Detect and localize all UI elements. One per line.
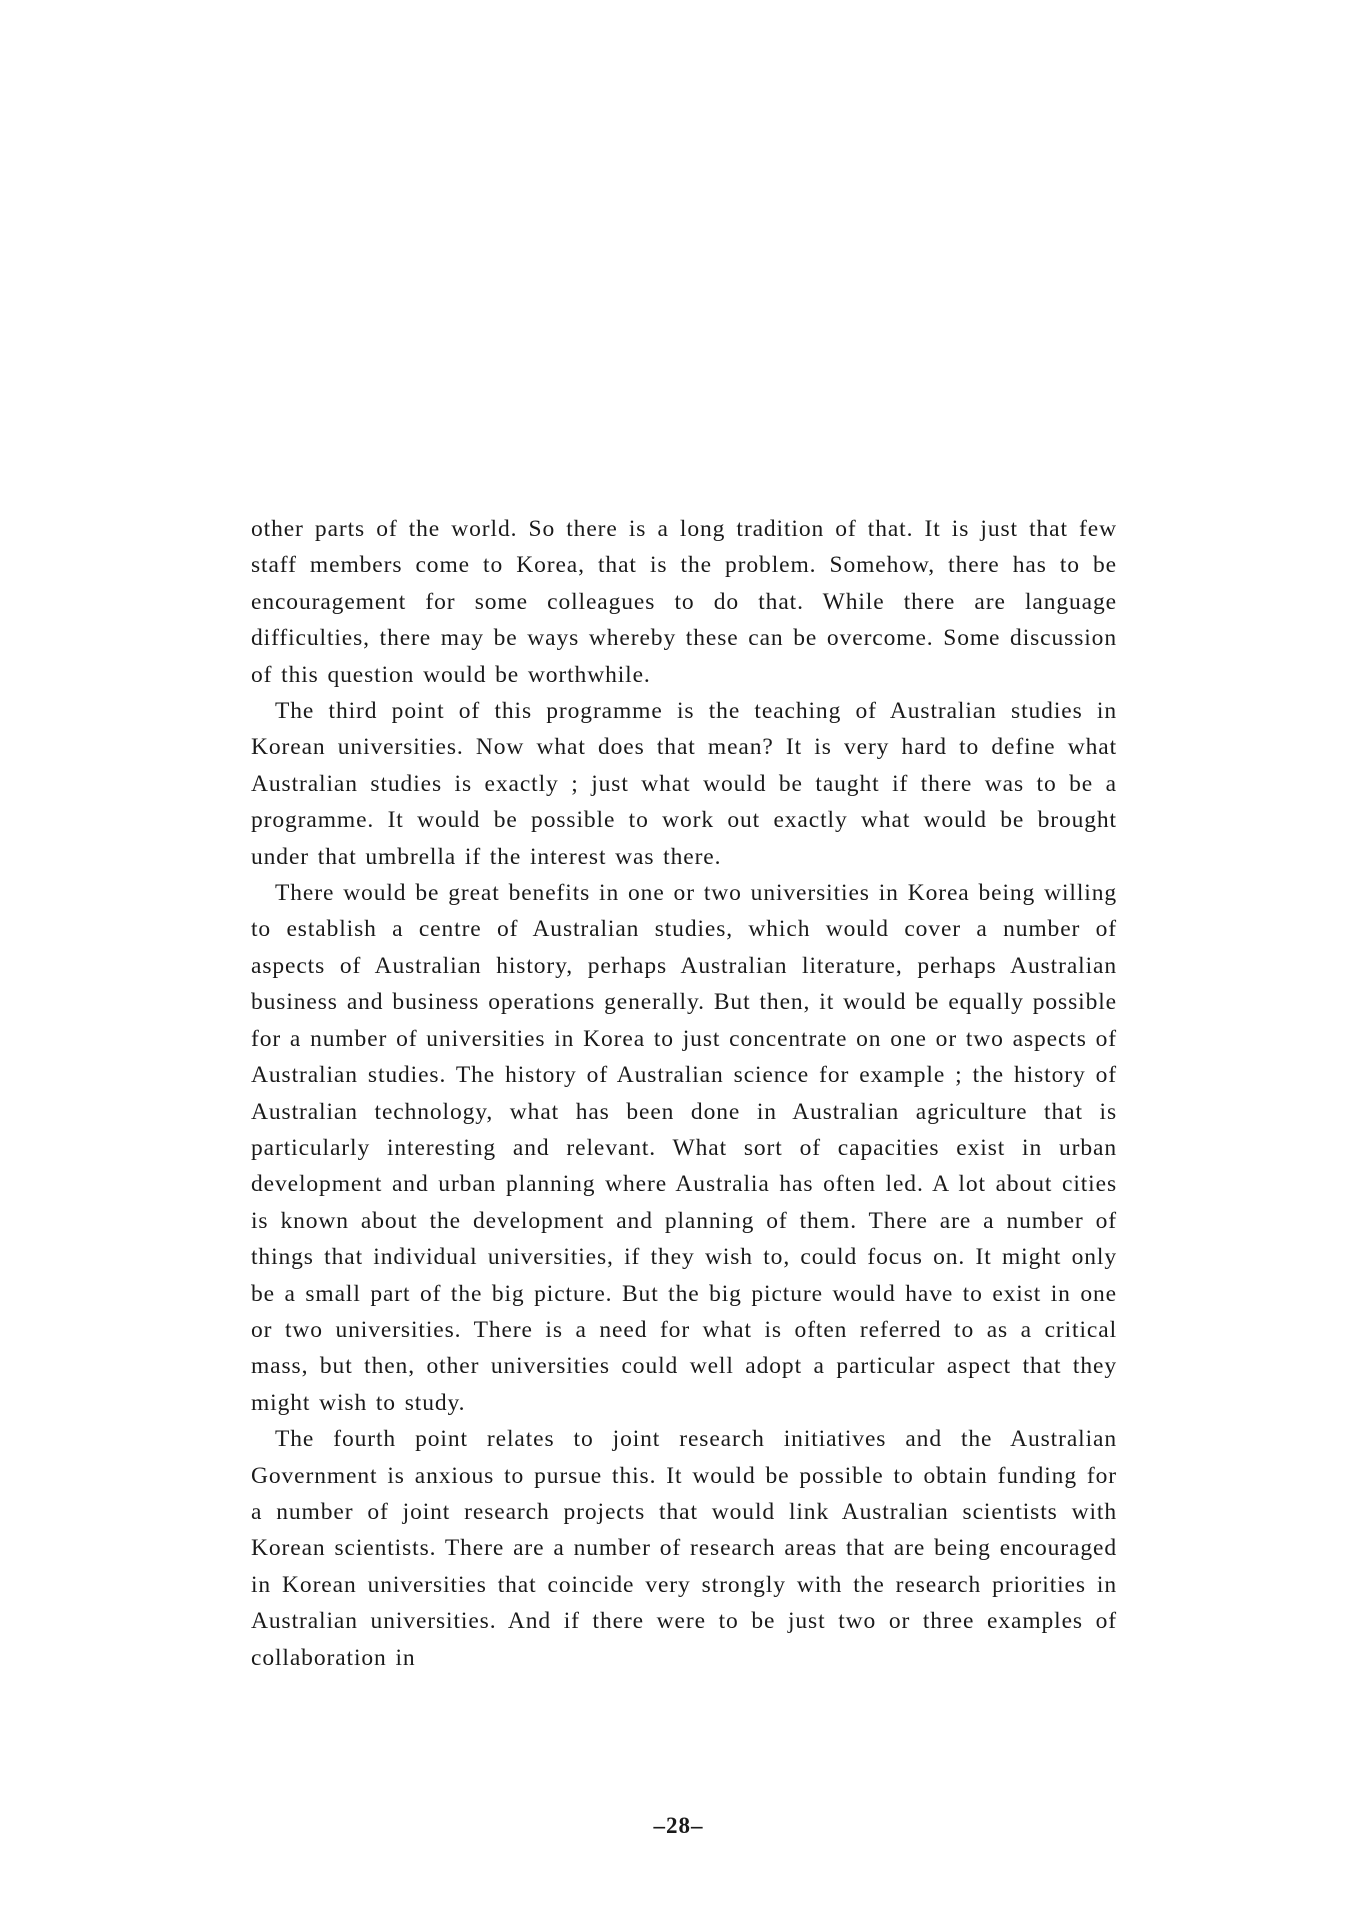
page-number: –28– <box>653 1813 704 1838</box>
body-text <box>251 511 1117 1676</box>
paragraph: The fourth point relates to joint research initiatives and the Australian Government is anxious to pursue this. It would be possible to obtain funding for a number of joint research projects that would link Australian scientists with Korean scientists. There are a number of research areas that are being encouraged in Korean universities that coincide very strongly with the research priorities in Australian universities. And if there were to be just two or three examples of collaboration in <box>251 1426 1117 1671</box>
paragraph: There would be great benefits in one or two universities in Korea being willing to establish a centre of Australian studies, which would cover a number of aspects of Australian history, perhaps Australian literature, perhaps Australian business and business operations generally. But then, it would be equally possible for a number of universities in Korea to just concentrate on one or two aspects of Australian studies. The history of Australian science for example ; the history of Australian technology, what has been done in Australian agriculture that is particularly interesting and relevant. What sort of capacities exist in urban development and urban planning where Australia has often led. A lot about cities is known about the development and planning of them. There are a number of things that individual universities, if they wish to, could focus on. It might only be a small part of the big picture. But the big picture would have to exist in one or two universities. There is a need for what is often referred to as a critical mass, but then, other universities could well adopt a particular aspect that they might wish to study. <box>251 880 1117 1416</box>
paragraph: The third point of this programme is the teaching of Australian studies in Korean universities. Now what does that mean? It is very hard to define what Australian studies is exactly ; just what would be taught if there was to be a programme. It would be possible to work out exactly what would be brought under that umbrella if the interest was there. <box>251 698 1117 870</box>
paragraph: other parts of the world. So there is a long tradition of that. It is just that few staff members come to Korea, that is the problem. Somehow, there has to be encouragement for some colleagues to do that. While there are language difficulties, there may be ways whereby these can be overcome. Some discussion of this question would be worthwhile. <box>251 516 1117 688</box>
